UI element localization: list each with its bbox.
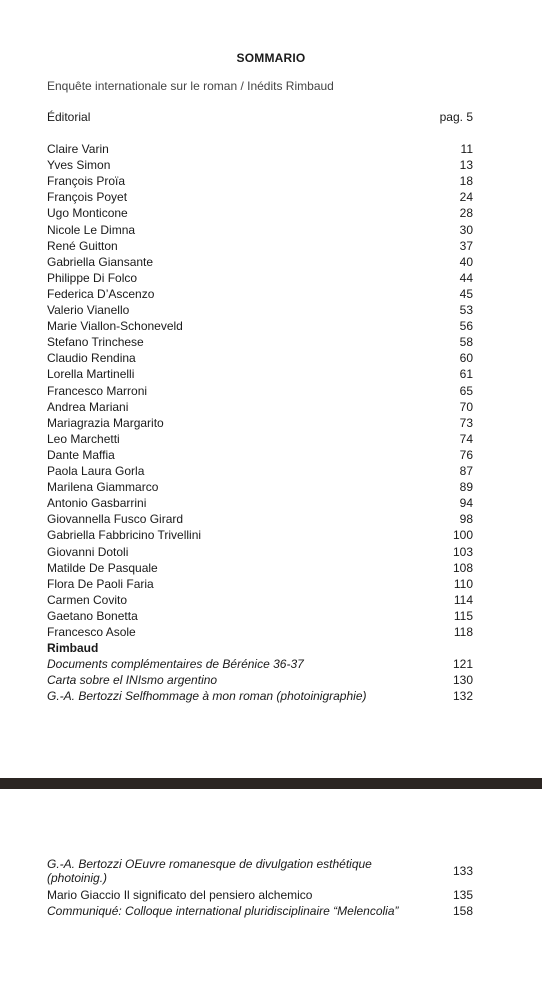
- entry-name: Stefano Trinchese: [47, 335, 144, 350]
- entry-name: Nicole Le Dimna: [47, 222, 136, 237]
- toc-row: [47, 608, 473, 624]
- toc-row: [47, 141, 473, 157]
- toc-row: [47, 205, 473, 221]
- entry-page: 94: [459, 496, 473, 511]
- entry-name: Communiqué: Colloque international pluridisciplinaire “Melencolia”: [47, 904, 399, 918]
- entry-page: 76: [459, 447, 473, 462]
- entry-name: Leo Marchetti: [47, 431, 120, 446]
- entry-page: 100: [452, 528, 473, 543]
- entry-page: 114: [453, 592, 473, 607]
- toc-row: [47, 495, 473, 511]
- entry-page: 65: [459, 383, 473, 398]
- toc-row: [47, 334, 473, 350]
- toc-row: [47, 318, 473, 334]
- entry-page: 135: [452, 888, 473, 902]
- entry-page: 60: [459, 351, 473, 366]
- entry-page: 115: [453, 608, 473, 623]
- toc-row: [47, 688, 473, 704]
- entry-name: Flora De Paoli Faria: [47, 576, 154, 591]
- entry-name: Andrea Mariani: [47, 399, 129, 414]
- entry-name: G.-A. Bertozzi OEuvre romanesque de divulgation esthétique (photoinig.): [47, 857, 372, 885]
- toc-row: [47, 624, 473, 640]
- entry-page: 53: [459, 303, 473, 317]
- entry-name: Ugo Monticone: [47, 206, 128, 221]
- page-title: SOMMARIO: [236, 51, 306, 65]
- entry-name: Francesco Marroni: [47, 383, 148, 398]
- entry-name: Claudio Rendina: [47, 351, 136, 366]
- toc-row: [47, 511, 473, 527]
- entry-page: 56: [459, 319, 473, 334]
- toc-row: [47, 366, 473, 382]
- entry-name: Claire Varin: [47, 142, 109, 156]
- entry-name: Valerio Vianello: [47, 303, 130, 317]
- toc-row: [47, 350, 473, 366]
- entry-name: Antonio Gasbarrini: [47, 496, 147, 511]
- entry-page: 118: [453, 625, 473, 639]
- toc-row: [47, 173, 473, 189]
- entry-page: 24: [459, 190, 473, 205]
- entry-page: 70: [459, 399, 473, 414]
- toc-row: [47, 399, 473, 415]
- page-divider: [0, 778, 542, 789]
- subtitle: Enquête internationale sur le roman / Inédits Rimbaud: [47, 79, 334, 93]
- entry-page: 98: [459, 512, 473, 527]
- entry-page: pag. 5: [439, 110, 473, 124]
- entry-page: 13: [459, 158, 473, 173]
- entry-name: Mario Giaccio Il significato del pensiero alchemico: [47, 888, 313, 902]
- toc-row: [47, 415, 473, 431]
- entry-name: Francesco Asole: [47, 625, 136, 639]
- entry-name: Paola Laura Gorla: [47, 464, 145, 478]
- entry-name: Giovannella Fusco Girard: [47, 512, 184, 527]
- entry-page: 11: [460, 142, 473, 156]
- entry-page: 110: [453, 576, 473, 591]
- entry-page: 103: [452, 544, 473, 559]
- toc-row: [47, 286, 473, 302]
- toc-row: [47, 479, 473, 495]
- entry-name: Yves Simon: [47, 158, 111, 173]
- entry-page: 133: [452, 864, 473, 878]
- entry-page: 44: [459, 270, 473, 285]
- entry-name: René Guitton: [47, 238, 118, 253]
- entry-name: Matilde De Pasquale: [47, 560, 158, 575]
- entry-name: Marilena Giammarco: [47, 480, 159, 495]
- toc-row: [47, 672, 473, 688]
- toc-row: [47, 576, 473, 592]
- entry-page: 87: [459, 464, 473, 478]
- entry-page: 158: [452, 904, 473, 918]
- toc-row: [47, 189, 473, 205]
- toc-page-bottom: [0, 789, 542, 984]
- entry-page: 28: [459, 206, 473, 221]
- entry-page: 61: [459, 367, 473, 382]
- entry-name: Lorella Martinelli: [47, 367, 135, 382]
- toc-row: [47, 527, 473, 543]
- toc-row: [47, 238, 473, 254]
- toc-row: [47, 383, 473, 399]
- section-heading: Rimbaud: [47, 641, 99, 655]
- entry-page: 37: [459, 238, 473, 253]
- toc-row: [47, 254, 473, 270]
- toc-row: [47, 302, 473, 318]
- entry-page: 132: [452, 689, 473, 704]
- entry-name: Éditorial: [47, 110, 91, 124]
- entry-page: 121: [452, 657, 473, 671]
- entry-name: Mariagrazia Margarito: [47, 415, 164, 430]
- rimbaud-heading-row: [47, 640, 473, 656]
- toc-row: [47, 463, 473, 479]
- toc-row: [47, 157, 473, 173]
- toc-row: [47, 270, 473, 286]
- entry-name: Giovanni Dotoli: [47, 544, 129, 559]
- entry-page: 30: [459, 222, 473, 237]
- entry-name: Philippe Di Folco: [47, 270, 138, 285]
- entry-name: Gabriella Giansante: [47, 254, 154, 269]
- entry-name: Gabriella Fabbricino Trivellini: [47, 528, 202, 543]
- toc-row: [47, 431, 473, 447]
- entry-page: 108: [452, 560, 473, 575]
- entry-name: François Poyet: [47, 190, 128, 205]
- toc-row: [47, 560, 473, 576]
- toc-row: [47, 656, 473, 672]
- entry-page: 40: [459, 254, 473, 269]
- entry-page: 130: [452, 673, 473, 688]
- entry-name: Carmen Covito: [47, 592, 128, 607]
- entry-name: Gaetano Bonetta: [47, 608, 138, 623]
- entry-name: Federica D’Ascenzo: [47, 286, 155, 301]
- entry-name: François Proïa: [47, 174, 126, 189]
- entry-page: 45: [459, 286, 473, 301]
- editorial-row: [47, 109, 473, 125]
- toc-row: [47, 592, 473, 608]
- entry-page: 18: [459, 174, 473, 189]
- entry-name: Carta sobre el INIsmo argentino: [47, 673, 218, 688]
- toc-row: [47, 447, 473, 463]
- entry-page: 89: [459, 480, 473, 495]
- entry-page: 58: [459, 335, 473, 350]
- toc-row: [47, 222, 473, 238]
- entry-page: 73: [459, 415, 473, 430]
- entry-name: Dante Maffia: [47, 447, 115, 462]
- entry-name: Marie Viallon-Schoneveld: [47, 319, 183, 334]
- entry-name: G.-A. Bertozzi Selfhommage à mon roman (photoinigraphie): [47, 689, 367, 704]
- entry-page: 74: [459, 431, 473, 446]
- toc-row: [47, 544, 473, 560]
- entry-name: Documents complémentaires de Bérénice 36-37: [47, 657, 304, 671]
